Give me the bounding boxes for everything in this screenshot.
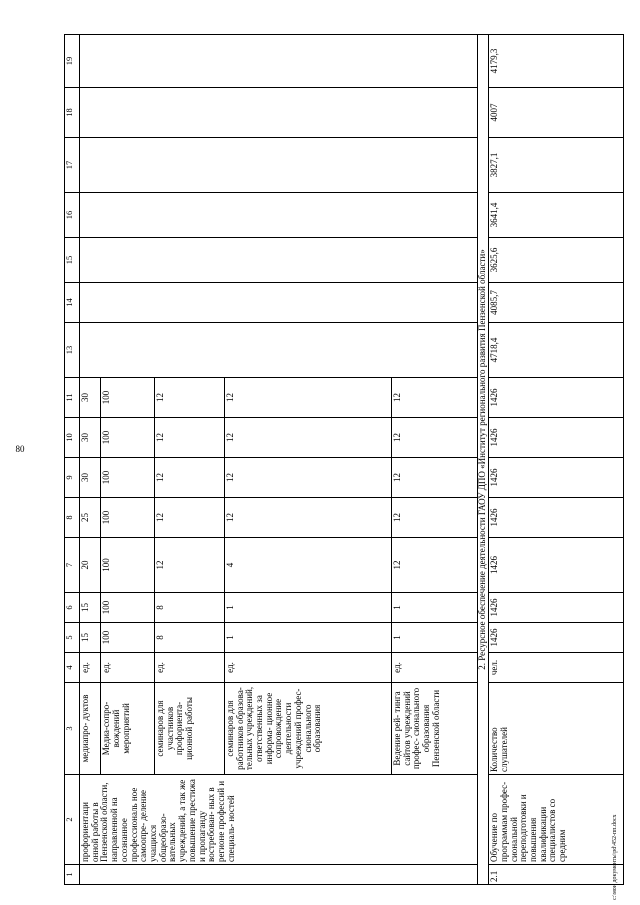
header-cell: 2: [65, 775, 80, 865]
value-cell: 20: [80, 538, 101, 593]
header-row: [65, 35, 80, 885]
value-cell: 3827,1: [489, 138, 624, 193]
header-cell: 10: [65, 418, 80, 458]
empty-cell: [80, 238, 478, 283]
value-cell: 3641,4: [489, 193, 624, 238]
header-cell: 14: [65, 283, 80, 323]
value-cell: 100: [101, 458, 155, 498]
header-cell: 5: [65, 623, 80, 653]
value-cell: 12: [154, 538, 224, 593]
value-cell: 12: [224, 498, 391, 538]
header-cell: 17: [65, 138, 80, 193]
header-cell: 11: [65, 378, 80, 418]
value-cell: 12: [154, 498, 224, 538]
measure-name-cell: профориентаци онной работы в Пензенской области, направленной на осознанное профессиональ ное самоопре- деление учащихся общеобразо- вательных учреждений, а так же повышение престижа и пропаганду востребован- ных в регионе профессий и специаль- ностей: [80, 775, 478, 865]
value-cell: 1: [392, 593, 478, 623]
value-cell: 1426: [489, 623, 624, 653]
unit-cell: ед.: [392, 653, 478, 683]
value-cell: 1: [224, 623, 391, 653]
header-cell: 16: [65, 193, 80, 238]
value-cell: 100: [101, 538, 155, 593]
value-cell: 30: [80, 378, 101, 418]
value-cell: 12: [392, 538, 478, 593]
value-cell: 12: [224, 458, 391, 498]
value-cell: 12: [392, 458, 478, 498]
value-cell: 1: [224, 593, 391, 623]
indicator-cell: семинаров для работников образова- тельных учреждений, ответственных за информа- ционное сопровождение деятельности учреждений профес- сионального образования: [224, 683, 391, 775]
value-cell: 12: [224, 378, 391, 418]
section-title: 2. Ресурсное обеспечение деятельности ГАОУ ДПО «Институт регионального развития Пензенской области»: [478, 35, 489, 885]
row-number-cell: [80, 865, 478, 885]
indicator-cell: семинаров для участников профориента- ционной работы: [154, 683, 224, 775]
header-cell: 6: [65, 593, 80, 623]
header-cell: 15: [65, 238, 80, 283]
unit-cell: ед.: [101, 653, 155, 683]
page-number: 80: [15, 444, 25, 454]
table-row: [489, 35, 624, 885]
header-cell: 7: [65, 538, 80, 593]
indicator-cell: Ведение рей- тинга сайтов учреждений профес- сионального образования Пензенской области: [392, 683, 478, 775]
value-cell: 4007: [489, 88, 624, 138]
empty-cell: [80, 193, 478, 238]
header-cell: 8: [65, 498, 80, 538]
value-cell: 30: [80, 458, 101, 498]
value-cell: 12: [224, 418, 391, 458]
value-cell: 12: [154, 418, 224, 458]
header-cell: 1: [65, 865, 80, 885]
value-cell: 8: [154, 623, 224, 653]
empty-cell: [80, 35, 478, 88]
value-cell: 100: [101, 498, 155, 538]
unit-cell: чел.: [489, 653, 624, 683]
value-cell: 1426: [489, 378, 624, 418]
value-cell: 4085,7: [489, 283, 624, 323]
value-cell: 4: [224, 538, 391, 593]
value-cell: 100: [101, 623, 155, 653]
value-cell: 1: [392, 623, 478, 653]
value-cell: 4718,4: [489, 323, 624, 378]
empty-cell: [80, 323, 478, 378]
value-cell: 15: [80, 623, 101, 653]
row-number-cell: 2.1: [489, 865, 624, 885]
indicator-cell: Медиа-сопро- вождений мероприятий: [101, 683, 155, 775]
value-cell: 100: [101, 418, 155, 458]
header-cell: 9: [65, 458, 80, 498]
empty-cell: [80, 283, 478, 323]
header-cell: 13: [65, 323, 80, 378]
value-cell: 1426: [489, 498, 624, 538]
value-cell: 30: [80, 418, 101, 458]
value-cell: 100: [101, 593, 155, 623]
value-cell: 3625,6: [489, 238, 624, 283]
header-cell: 4: [65, 653, 80, 683]
header-cell: 18: [65, 88, 80, 138]
value-cell: 1426: [489, 458, 624, 498]
rotated-table-container: [64, 35, 624, 885]
file-path-footer: c:\мои документы\pd\452-пп.docx: [612, 814, 618, 900]
value-cell: 1426: [489, 538, 624, 593]
section-row: [478, 35, 489, 885]
value-cell: 12: [392, 498, 478, 538]
unit-cell: ед.: [80, 653, 101, 683]
empty-cell: [80, 138, 478, 193]
unit-cell: ед.: [154, 653, 224, 683]
value-cell: 12: [392, 378, 478, 418]
header-cell: 19: [65, 35, 80, 88]
table-row: [80, 35, 101, 885]
value-cell: 1426: [489, 418, 624, 458]
value-cell: 1426: [489, 593, 624, 623]
header-cell: 3: [65, 683, 80, 775]
indicator-cell: медиапро- дуктов: [80, 683, 101, 775]
measure-name-cell: Обучение по программам профес- сиональной переподготовки и повышения квалификации специалистов со средним: [489, 775, 624, 865]
value-cell: 8: [154, 593, 224, 623]
unit-cell: ед.: [224, 653, 391, 683]
value-cell: 15: [80, 593, 101, 623]
value-cell: 12: [392, 418, 478, 458]
value-cell: 100: [101, 378, 155, 418]
value-cell: 12: [154, 458, 224, 498]
value-cell: 25: [80, 498, 101, 538]
indicator-cell: Количество слушателей: [489, 683, 624, 775]
program-table: [64, 34, 624, 885]
value-cell: 12: [154, 378, 224, 418]
value-cell: 4179,3: [489, 35, 624, 88]
empty-cell: [80, 88, 478, 138]
